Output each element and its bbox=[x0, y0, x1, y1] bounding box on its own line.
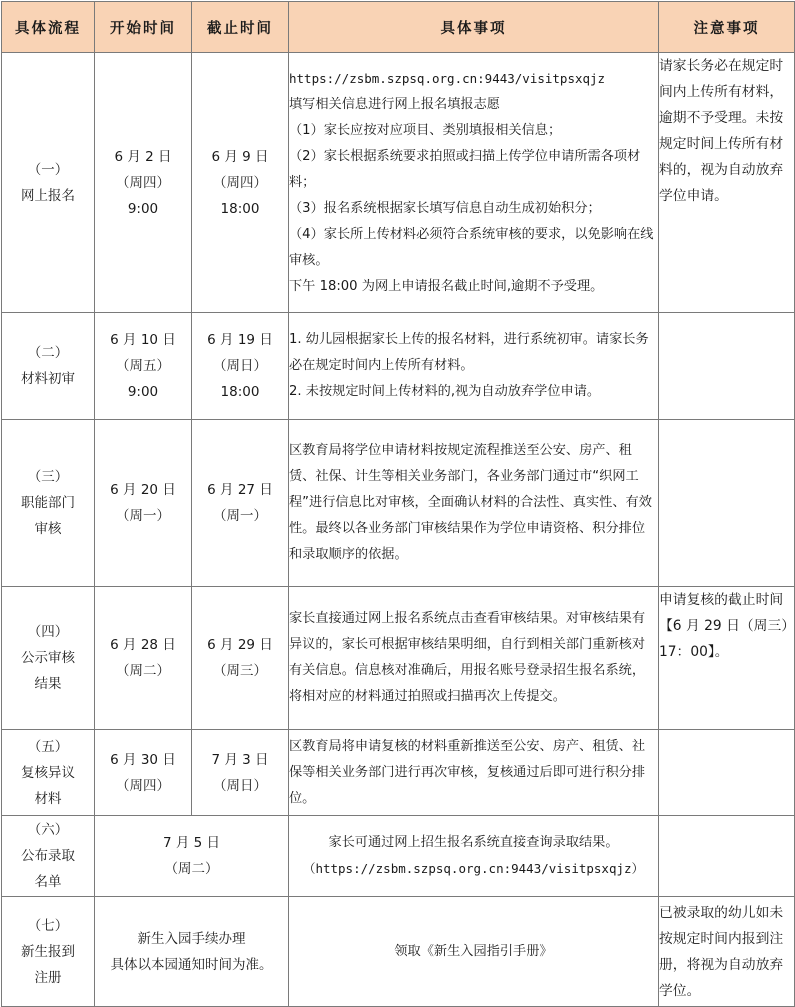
step-number: （二） bbox=[27, 345, 69, 361]
start-weekday: （周四） bbox=[116, 777, 170, 794]
start-date: 6 月 10 日 bbox=[110, 332, 176, 348]
publish-date: 7 月 5 日 bbox=[162, 835, 221, 851]
start-weekday: （周四） bbox=[116, 174, 170, 191]
end-weekday: （周日） bbox=[213, 777, 267, 794]
step-name: 结果 bbox=[34, 676, 62, 692]
step-cell bbox=[2, 730, 95, 816]
detail-line: （3）报名系统根据家长填写信息自动生成初始积分； bbox=[289, 200, 601, 216]
start-weekday: （周二） bbox=[116, 663, 170, 679]
step-cell bbox=[2, 420, 95, 587]
table-row bbox=[2, 816, 795, 897]
detail-line: （4）家长所上传材料必须符合系统审核的要求，以免影响在线审核。 bbox=[289, 226, 654, 268]
registration-procedure: 新生入园手续办理 bbox=[137, 930, 246, 947]
start-date: 6 月 2 日 bbox=[114, 148, 172, 165]
publish-weekday: （周二） bbox=[164, 861, 219, 877]
registration-timing-note: 具体以本园通知时间为准。 bbox=[110, 956, 273, 973]
details-cell bbox=[289, 897, 659, 1007]
header-process: 具体流程 bbox=[2, 2, 95, 53]
details-cell bbox=[289, 730, 659, 816]
start-clock: 9:00 bbox=[127, 384, 159, 400]
end-date: 6 月 19 日 bbox=[207, 332, 273, 348]
step-cell bbox=[2, 587, 95, 730]
start-clock: 9:00 bbox=[127, 200, 159, 217]
merged-time-cell bbox=[95, 897, 289, 1007]
details-cell bbox=[289, 587, 659, 730]
detail-line: 家长直接通过网上报名系统点击查看审核结果。对审核结果有异议的，家长可根据审核结果明细，自行到相关部门重新核对有关信息。信息核对准确后，用报名账号登录招生报名系统，将相对应的材料通过拍照或扫描再次上传提交。 bbox=[289, 611, 646, 704]
step-cell bbox=[2, 897, 95, 1007]
end-time-cell bbox=[192, 313, 289, 420]
table-row bbox=[2, 897, 795, 1007]
step-name: 审核 bbox=[34, 521, 62, 537]
start-date: 6 月 30 日 bbox=[110, 751, 176, 768]
start-date: 6 月 28 日 bbox=[110, 637, 176, 653]
detail-line: 1. 幼儿园根据家长上传的报名材料，进行系统初审。请家长务必在规定时间内上传所有材料。 bbox=[289, 332, 649, 373]
end-date: 6 月 27 日 bbox=[207, 482, 273, 498]
detail-line: 区教育局将学位申请材料按规定流程推送至公安、房产、租赁、社保、计生等相关业务部门，各业务部门通过市“织网工程”进行信息比对审核，全面确认材料的合法性、真实性、有效性。最终以各业务部门审核结果作为学位申请资格、积分排位和录取顺序的依据。 bbox=[289, 443, 652, 562]
start-time-cell bbox=[95, 53, 192, 313]
step-name: 职能部门 bbox=[21, 495, 75, 511]
table-row bbox=[2, 53, 795, 313]
detail-line: 填写相关信息进行网上报名填报志愿 bbox=[289, 96, 500, 112]
notes-cell bbox=[659, 420, 795, 587]
detail-line: 2. 未按规定时间上传材料的,视为自动放弃学位申请。 bbox=[289, 384, 601, 399]
header-row bbox=[2, 2, 795, 53]
details-cell bbox=[289, 420, 659, 587]
end-date: 6 月 29 日 bbox=[207, 637, 273, 653]
notes-cell: 已被录取的幼儿如未按规定时间内报到注册，将视为自动放弃学位。 bbox=[659, 897, 795, 1007]
notes-cell: 请家长务必在规定时间内上传所有材料，逾期不予受理。未按规定时间上传所有材料的，视为自动放弃学位申请。 bbox=[659, 53, 795, 313]
step-number: （三） bbox=[27, 469, 69, 485]
details-cell bbox=[289, 816, 659, 897]
step-name: 公示审核 bbox=[21, 650, 75, 666]
step-number: （六） bbox=[27, 822, 69, 838]
step-name: 网上报名 bbox=[21, 187, 75, 204]
enrollment-schedule-table bbox=[1, 1, 795, 1007]
notes-cell bbox=[659, 730, 795, 816]
header-details: 具体事项 bbox=[289, 2, 659, 53]
step-number: （一） bbox=[27, 161, 69, 178]
end-time-cell bbox=[192, 420, 289, 587]
details-cell bbox=[289, 313, 659, 420]
query-url: （https://zsbm.szpsq.org.cn:9443/visitpsxqjz） bbox=[302, 861, 645, 876]
end-clock: 18:00 bbox=[220, 200, 260, 217]
start-weekday: （周五） bbox=[116, 358, 170, 374]
detail-line: 下午 18:00 为网上申请报名截止时间,逾期不予受理。 bbox=[289, 278, 604, 294]
end-time-cell bbox=[192, 53, 289, 313]
end-weekday: （周一） bbox=[213, 508, 267, 524]
detail-line: 家长可通过网上招生报名系统直接查询录取结果。 bbox=[328, 835, 619, 850]
notes-cell: 申请复核的截止时间【6 月 29 日（周三）17：00】。 bbox=[659, 587, 795, 730]
end-time-cell bbox=[192, 730, 289, 816]
step-cell bbox=[2, 816, 95, 897]
step-cell bbox=[2, 313, 95, 420]
step-name: 复核异议 bbox=[21, 764, 75, 781]
step-name: 新生报到 bbox=[21, 943, 75, 960]
end-weekday: （周三） bbox=[213, 663, 267, 679]
end-date: 7 月 3 日 bbox=[211, 751, 269, 768]
start-time-cell bbox=[95, 420, 192, 587]
start-time-cell bbox=[95, 730, 192, 816]
table-row bbox=[2, 420, 795, 587]
header-notes: 注意事项 bbox=[659, 2, 795, 53]
notes-cell bbox=[659, 313, 795, 420]
start-time-cell bbox=[95, 313, 192, 420]
step-name: 公布录取 bbox=[21, 848, 75, 864]
header-start-time: 开始时间 bbox=[95, 2, 192, 53]
start-date: 6 月 20 日 bbox=[110, 482, 176, 498]
end-date: 6 月 9 日 bbox=[211, 148, 269, 165]
detail-line: （2）家长根据系统要求拍照或扫描上传学位申请所需各项材料； bbox=[289, 148, 641, 190]
detail-line: 领取《新生入园指引手册》 bbox=[394, 943, 553, 959]
header-end-time: 截止时间 bbox=[192, 2, 289, 53]
notes-cell bbox=[659, 816, 795, 897]
detail-line: （1）家长应按对应项目、类别填报相关信息； bbox=[289, 122, 562, 138]
table-row bbox=[2, 587, 795, 730]
start-time-cell bbox=[95, 587, 192, 730]
step-number: （四） bbox=[27, 624, 69, 640]
table-row bbox=[2, 730, 795, 816]
step-name: 注册 bbox=[34, 969, 62, 986]
table-row bbox=[2, 313, 795, 420]
step-number: （七） bbox=[27, 917, 69, 934]
step-name: 材料 bbox=[34, 790, 62, 807]
end-time-cell bbox=[192, 587, 289, 730]
merged-time-cell bbox=[95, 816, 289, 897]
step-number: （五） bbox=[27, 738, 69, 755]
registration-url: https://zsbm.szpsq.org.cn:9443/visitpsxqjz bbox=[289, 70, 606, 86]
end-weekday: （周四） bbox=[213, 174, 267, 191]
step-name: 名单 bbox=[34, 874, 62, 890]
detail-line: 区教育局将申请复核的材料重新推送至公安、房产、租赁、社保等相关业务部门进行再次审核，复核通过后即可进行积分排位。 bbox=[289, 738, 646, 806]
step-name: 材料初审 bbox=[21, 371, 75, 387]
details-cell bbox=[289, 53, 659, 313]
end-weekday: （周日） bbox=[213, 358, 267, 374]
start-weekday: （周一） bbox=[116, 508, 170, 524]
end-clock: 18:00 bbox=[220, 384, 260, 400]
step-cell bbox=[2, 53, 95, 313]
